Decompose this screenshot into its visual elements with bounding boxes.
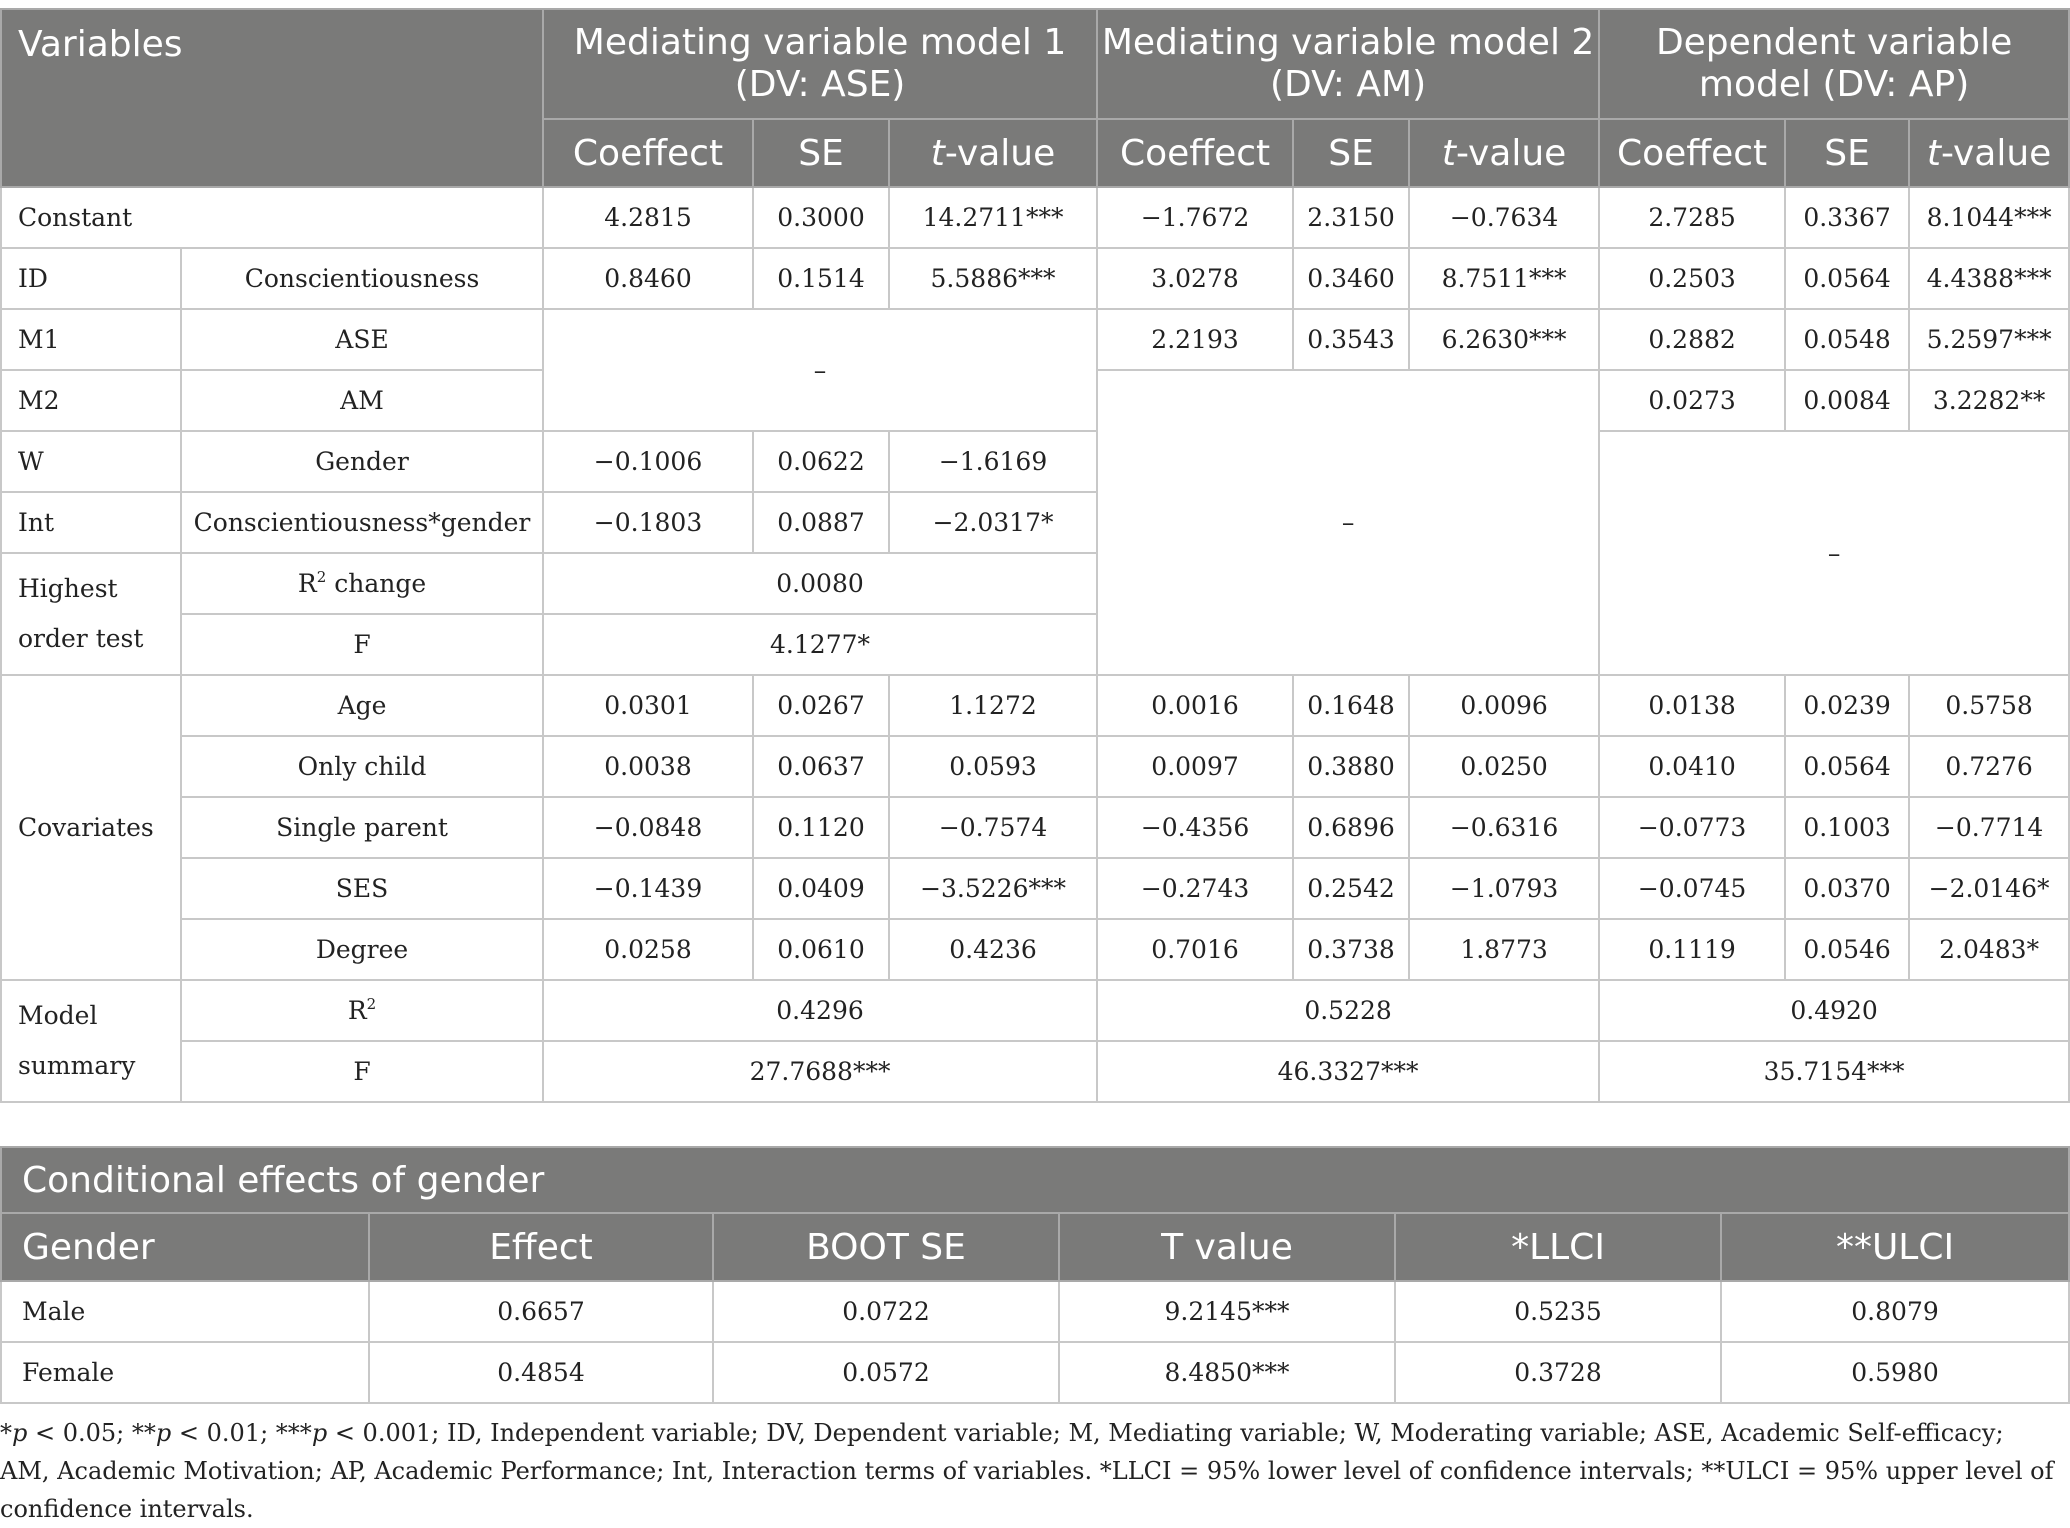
cell: 0.0370 — [1785, 858, 1909, 919]
table-footnote: *p < 0.05; **p < 0.01; ***p < 0.001; ID, Independent variable; DV, Dependent variable; M, Mediating variable; W, Moderating variable; ASE, Academic Self-efficacy; AM, Academic Motivation; AP, Academic Performance; Int, Interaction terms of variables. *LLCI = 95% lower level of confidence intervals; **ULCI = 95% upper level of confidence intervals. — [0, 1419, 2054, 1523]
column-header: **ULCI — [1721, 1213, 2069, 1281]
table-row — [1, 431, 2069, 492]
t-header: t-value — [1909, 119, 2069, 187]
cell: 0.3000 — [753, 187, 889, 248]
cell: 0.1003 — [1785, 797, 1909, 858]
cell: −0.4356 — [1097, 797, 1293, 858]
cell: 0.0410 — [1599, 736, 1785, 797]
row-sublabel: Conscientiousness — [181, 248, 543, 309]
cell: 0.0080 — [543, 553, 1097, 614]
cell: 0.2882 — [1599, 309, 1785, 370]
row-label: Constant — [1, 187, 543, 248]
row-sublabel: $R^2$ change — [181, 553, 543, 614]
cell: 0.0016 — [1097, 675, 1293, 736]
cell: 0.5235 — [1395, 1281, 1721, 1342]
cell: 0.0564 — [1785, 736, 1909, 797]
row-sublabel: F — [181, 1041, 543, 1102]
cell: 0.0239 — [1785, 675, 1909, 736]
cell: 0.0622 — [753, 431, 889, 492]
coef-header: Coeffect — [1097, 119, 1293, 187]
table-row — [1, 1342, 2069, 1403]
column-header: *LLCI — [1395, 1213, 1721, 1281]
cell: 0.0097 — [1097, 736, 1293, 797]
cell: 0.4296 — [543, 980, 1097, 1041]
model2-header: Mediating variable model 2 (DV: AM) — [1097, 9, 1599, 119]
cell: 4.2815 — [543, 187, 753, 248]
cell: 0.0258 — [543, 919, 753, 980]
cell: 8.4850*** — [1059, 1342, 1395, 1403]
cell: 8.7511*** — [1409, 248, 1599, 309]
row-label: M2 — [1, 370, 181, 431]
cell: 0.0564 — [1785, 248, 1909, 309]
table-row — [1, 736, 2069, 797]
cell: 0.0250 — [1409, 736, 1599, 797]
row-label: Covariates — [1, 675, 181, 980]
table-caption: Conditional effects of gender — [1, 1147, 2069, 1213]
row-label: M1 — [1, 309, 181, 370]
row-sublabel: F — [181, 614, 543, 675]
cell: 46.3327*** — [1097, 1041, 1599, 1102]
dv-model-header: Dependent variable model (DV: AP) — [1599, 9, 2069, 119]
cell: 0.5758 — [1909, 675, 2069, 736]
row-sublabel: ASE — [181, 309, 543, 370]
table-row — [1, 1281, 2069, 1342]
variables-header: Variables — [1, 9, 543, 187]
cell: 1.8773 — [1409, 919, 1599, 980]
cell: 2.0483* — [1909, 919, 2069, 980]
table-row — [1, 309, 2069, 370]
cell: 0.1514 — [753, 248, 889, 309]
cell: 0.3728 — [1395, 1342, 1721, 1403]
row-label: Int — [1, 492, 181, 553]
table-row — [1, 919, 2069, 980]
cell: 3.0278 — [1097, 248, 1293, 309]
cell: 5.5886*** — [889, 248, 1097, 309]
row-sublabel: Gender — [181, 431, 543, 492]
row-sublabel: Only child — [181, 736, 543, 797]
cell: 0.0593 — [889, 736, 1097, 797]
cell: 0.0572 — [713, 1342, 1059, 1403]
cell: 0.2503 — [1599, 248, 1785, 309]
table-row — [1, 187, 2069, 248]
cell: −0.0745 — [1599, 858, 1785, 919]
cell: 2.2193 — [1097, 309, 1293, 370]
empty-dash-cell: – — [543, 309, 1097, 431]
cell: 0.7016 — [1097, 919, 1293, 980]
column-header: Gender — [1, 1213, 369, 1281]
table-row — [1, 248, 2069, 309]
cell: 6.2630*** — [1409, 309, 1599, 370]
cell: 0.0138 — [1599, 675, 1785, 736]
conditional-effects-table — [0, 1146, 2070, 1404]
cell: 0.1120 — [753, 797, 889, 858]
table-row — [1, 980, 2069, 1041]
cell: −0.1006 — [543, 431, 753, 492]
coef-header: Coeffect — [1599, 119, 1785, 187]
cell: 0.0301 — [543, 675, 753, 736]
se-header: SE — [1785, 119, 1909, 187]
cell: 35.7154*** — [1599, 1041, 2069, 1102]
cell: −0.1439 — [543, 858, 753, 919]
cell: 0.0887 — [753, 492, 889, 553]
table-row — [1, 858, 2069, 919]
row-label: Highest order test — [1, 553, 181, 675]
cell: 27.7688*** — [543, 1041, 1097, 1102]
cell: 0.0637 — [753, 736, 889, 797]
cell: 0.4236 — [889, 919, 1097, 980]
row-label: Model summary — [1, 980, 181, 1102]
cell: 0.0096 — [1409, 675, 1599, 736]
cell: 0.0409 — [753, 858, 889, 919]
cell: 0.7276 — [1909, 736, 2069, 797]
cell: 0.0267 — [753, 675, 889, 736]
row-sublabel: Age — [181, 675, 543, 736]
row-sublabel: AM — [181, 370, 543, 431]
empty-dash-cell: – — [1599, 431, 2069, 675]
cell: 0.5980 — [1721, 1342, 2069, 1403]
cell: 4.4388*** — [1909, 248, 2069, 309]
cell: 4.1277* — [543, 614, 1097, 675]
cell: 0.0548 — [1785, 309, 1909, 370]
cell: 2.3150 — [1293, 187, 1409, 248]
cell: 0.1119 — [1599, 919, 1785, 980]
cell: 0.3880 — [1293, 736, 1409, 797]
cell: 5.2597*** — [1909, 309, 2069, 370]
cell: 0.0546 — [1785, 919, 1909, 980]
cell: −0.7574 — [889, 797, 1097, 858]
column-header: BOOT SE — [713, 1213, 1059, 1281]
cell: −0.7634 — [1409, 187, 1599, 248]
cell: −0.0773 — [1599, 797, 1785, 858]
cell: 0.0610 — [753, 919, 889, 980]
row-sublabel: SES — [181, 858, 543, 919]
cell: −0.6316 — [1409, 797, 1599, 858]
table-row — [1, 675, 2069, 736]
table-row — [1, 797, 2069, 858]
cell: 0.0273 — [1599, 370, 1785, 431]
cell: 0.6896 — [1293, 797, 1409, 858]
model1-header: Mediating variable model 1 (DV: ASE) — [543, 9, 1097, 119]
row-sublabel: Degree — [181, 919, 543, 980]
cell: 0.0084 — [1785, 370, 1909, 431]
cell: −1.0793 — [1409, 858, 1599, 919]
cell: 2.7285 — [1599, 187, 1785, 248]
cell: 0.5228 — [1097, 980, 1599, 1041]
cell: −2.0317* — [889, 492, 1097, 553]
cell: 1.1272 — [889, 675, 1097, 736]
cell: 0.6657 — [369, 1281, 713, 1342]
cell: −3.5226*** — [889, 858, 1097, 919]
cell: 8.1044*** — [1909, 187, 2069, 248]
column-header: Effect — [369, 1213, 713, 1281]
cell: 0.3367 — [1785, 187, 1909, 248]
cell: 0.4920 — [1599, 980, 2069, 1041]
cell: 0.8460 — [543, 248, 753, 309]
cell: 0.3543 — [1293, 309, 1409, 370]
cell: 0.0038 — [543, 736, 753, 797]
cell: 0.8079 — [1721, 1281, 2069, 1342]
row-sublabel: Conscientiousness*gender — [181, 492, 543, 553]
cell: Male — [1, 1281, 369, 1342]
cell: −0.0848 — [543, 797, 753, 858]
empty-dash-cell: – — [1097, 370, 1599, 675]
row-sublabel: $R^2$ — [181, 980, 543, 1041]
row-label: ID — [1, 248, 181, 309]
cell: 0.2542 — [1293, 858, 1409, 919]
cell: 0.0722 — [713, 1281, 1059, 1342]
cell: −0.7714 — [1909, 797, 2069, 858]
cell: 14.2711*** — [889, 187, 1097, 248]
cell: 3.2282** — [1909, 370, 2069, 431]
cell: 0.3460 — [1293, 248, 1409, 309]
cell: −0.2743 — [1097, 858, 1293, 919]
row-sublabel: Single parent — [181, 797, 543, 858]
cell: −0.1803 — [543, 492, 753, 553]
cell: 9.2145*** — [1059, 1281, 1395, 1342]
cell: −1.7672 — [1097, 187, 1293, 248]
cell: Female — [1, 1342, 369, 1403]
table-row — [1, 1041, 2069, 1102]
t-header: t-value — [1409, 119, 1599, 187]
cell: 0.1648 — [1293, 675, 1409, 736]
row-label: W — [1, 431, 181, 492]
cell: −1.6169 — [889, 431, 1097, 492]
se-header: SE — [1293, 119, 1409, 187]
cell: −2.0146* — [1909, 858, 2069, 919]
cell: 0.3738 — [1293, 919, 1409, 980]
regression-table — [0, 8, 2070, 1103]
coef-header: Coeffect — [543, 119, 753, 187]
column-header: T value — [1059, 1213, 1395, 1281]
se-header: SE — [753, 119, 889, 187]
t-header: t-value — [889, 119, 1097, 187]
cell: 0.4854 — [369, 1342, 713, 1403]
